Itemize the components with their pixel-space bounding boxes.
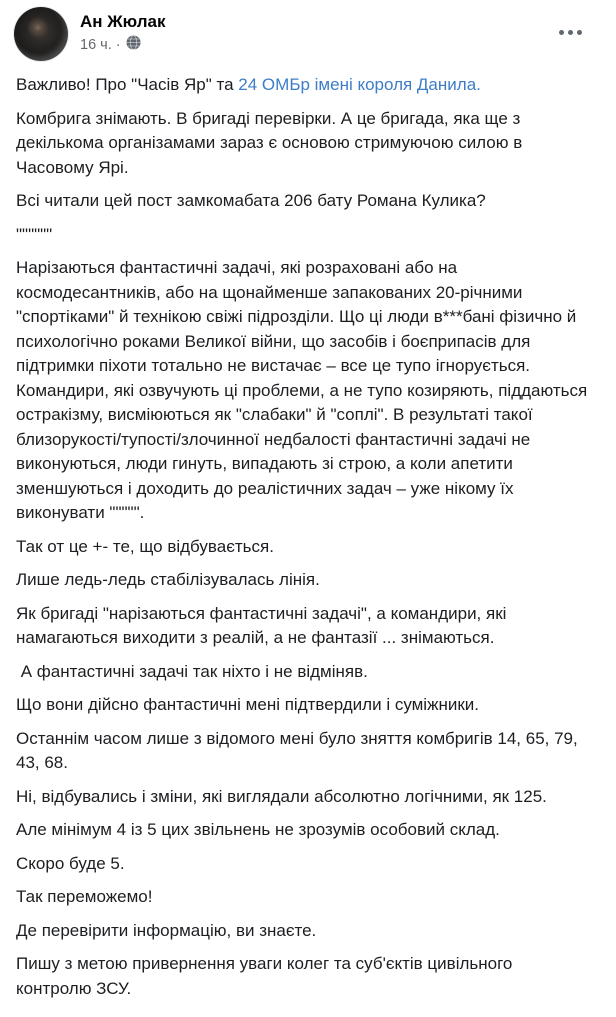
post-paragraph: Скоро буде 5. — [16, 853, 125, 873]
post-paragraph: Але мінімум 4 із 5 цих звільнень не зрозумів особовий склад. — [16, 820, 500, 839]
ellipsis-dot — [568, 30, 573, 35]
post-paragraph: Так переможемо! — [16, 887, 153, 906]
post-body — [0, 61, 616, 1015]
post-paragraph: Всі читали цей пост замкомабата 206 бату Романа Кулика? — [16, 191, 486, 210]
post-paragraph: А фантастичні задачі так ніхто і не відміняв. — [16, 661, 368, 681]
post-paragraph: Комбрига знімають. В бригаді перевірки. А це бригада, яка ще з декількома організамами зараз є основою стримуючою силою в Часовому Ярі. — [16, 108, 527, 177]
post-paragraph: Лише ледь-ледь стабілізувалась лінія. — [16, 570, 320, 589]
globe-public-icon — [126, 35, 141, 55]
post-intro-paragraph — [16, 73, 588, 98]
post-paragraph: Останнім часом лише з відомого мені було зняття комбригів 14, 65, 79, 43, 68. — [16, 728, 583, 772]
post-header — [0, 0, 616, 61]
post-paragraph: Нарізаються фантастичні задачі, які розраховані або на космодесантників, або на щонайменше запакованих 20-річними "спортіками" й технікою свіжі підрозділи. Що ці люди в***бані фізично й психологічно роками Великої війни, що засобів і боєприпасів для підтримки піхоти тотально не вистачає – все це тупо ігнорується. Командири, які озвучують ці проблеми, а не тупо козиряють, піддаються остракізму, висміюються як "слабаки" й "соплі". В результаті такої близорукості/тупості/злочинної недбалості фантастичні задачі не виконуються, люди гинуть, випадають зі строю, а коли апетити зменшуються і доходить до реалістичних задач – уже нікому їх виконувати """"". — [16, 258, 592, 522]
more-options-button[interactable] — [557, 24, 584, 41]
meta-separator: · — [115, 37, 121, 53]
post-paragraph: Пишу з метою привернення уваги колег та суб'єктів цивільного контролю ЗСУ. — [16, 954, 518, 998]
post-paragraph: Де перевірити інформацію, ви знаєте. — [16, 920, 317, 940]
post-meta — [80, 35, 166, 55]
ellipsis-dot — [559, 30, 564, 35]
ellipsis-dot — [577, 30, 582, 35]
unit-page-link[interactable]: 24 ОМБр імені короля Данила. — [238, 75, 481, 94]
post-paragraph: Так от це +- те, що відбувається. — [16, 536, 274, 556]
post-paragraph: Як бригаді "нарізаються фантастичні задачі", а командири, які намагаються виходити з реалій, а не фантазії ... знімаються. — [16, 603, 512, 647]
post-paragraph: Що вони дійсно фантастичні мені підтвердили і суміжники. — [16, 695, 480, 714]
header-info — [80, 7, 166, 55]
timestamp[interactable]: 16 ч. — [80, 37, 112, 53]
post-paragraph: Ні, відбувались і зміни, які виглядали абсолютно логічними, як 125. — [16, 786, 547, 806]
intro-text: Важливо! Про "Часів Яр" та — [16, 75, 239, 94]
avatar[interactable] — [14, 7, 68, 61]
author-name[interactable]: Ан Жюлак — [80, 12, 166, 31]
post-paragraph: """""" — [16, 224, 53, 244]
